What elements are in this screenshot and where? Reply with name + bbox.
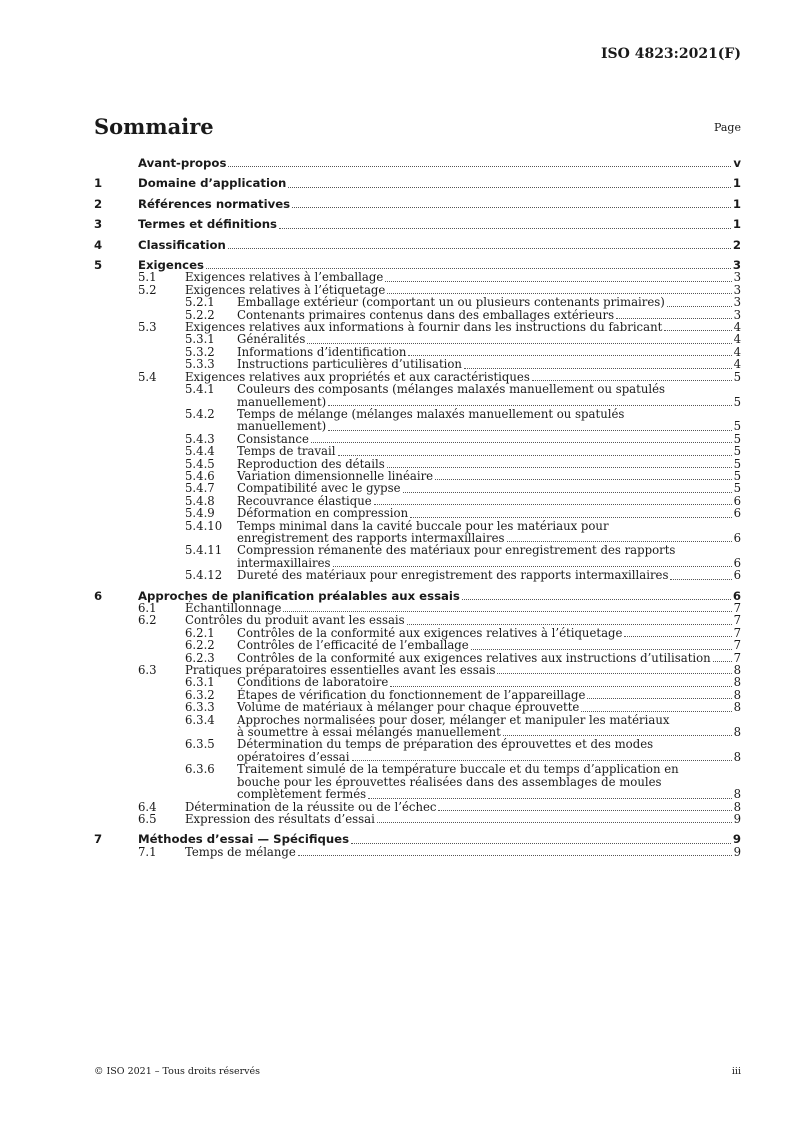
toc-number: 6.1 (138, 601, 157, 615)
toc-number: 5.4.5 (185, 456, 215, 471)
toc-page-number: 5 (733, 369, 741, 384)
toc-leader-dots (283, 610, 731, 612)
toc-clause[interactable] (94, 157, 741, 169)
toc-leader-dots (328, 404, 731, 406)
toc-leader-dots (292, 206, 731, 208)
toc-leader-dots (464, 367, 732, 369)
toc-page-number: 1 (732, 176, 741, 191)
toc-number: 5.2.2 (185, 307, 215, 322)
toc-entry[interactable] (94, 639, 741, 651)
toc-leader-dots (228, 247, 731, 249)
toc-entry[interactable] (94, 714, 741, 739)
toc-title: Exigences relatives à l’étiquetage (185, 282, 386, 297)
toc-leader-dots (368, 797, 731, 799)
toc-number: 2 (94, 196, 103, 211)
toc-title: Contrôles du produit avant les essais (185, 613, 405, 628)
toc-title: Contrôles de la conformité aux exigences relatives aux instructions d’utilisation (237, 650, 711, 665)
toc-number: 6.2.1 (185, 625, 215, 640)
toc-page-number: 1 (732, 196, 741, 211)
toc-title: Contenants primaires contenus dans des emballages extérieurs (237, 307, 615, 322)
toc-leader-dots (298, 854, 732, 856)
toc-number: 6.2 (138, 613, 157, 628)
toc-number: 5.4.11 (185, 543, 223, 558)
toc-title: Exigences relatives aux informations à fournir dans les instructions du fabricant (185, 320, 663, 335)
toc-page-number: 3 (733, 307, 741, 322)
toc-title: Échantillonnage (185, 601, 282, 615)
toc-number: 6.3 (138, 663, 157, 678)
toc-title: Dureté des matériaux pour enregistrement des rapports intermaxillaires (237, 568, 669, 583)
toc-title: Références normatives (138, 196, 291, 211)
toc-leader-dots (311, 441, 732, 443)
toc-page-number: 4 (733, 320, 741, 335)
toc-title: Compatibilité avec le gypse (237, 481, 401, 496)
toc-page-number: 7 (733, 638, 741, 653)
toc-title-line: Traitement simulé de la température buccale et du temps d’application en (237, 762, 679, 777)
toc-number: 6.3.2 (185, 687, 215, 702)
toc-page-number: 5 (733, 444, 741, 459)
toc-title: Méthodes d’essai — Spécifiques (138, 832, 350, 847)
toc-leader-dots (410, 516, 731, 518)
toc-number: 7 (94, 832, 103, 847)
toc-title: Informations d’identification (237, 344, 407, 359)
toc-number: 6 (94, 588, 103, 603)
toc-title: Approches de planification préalables aux essais (138, 588, 460, 603)
toc-page-number: 6 (733, 555, 741, 570)
toc-title: Exigences (138, 258, 204, 273)
toc-number: 5.2.1 (185, 295, 215, 310)
toc-leader-dots (338, 454, 732, 456)
toc-title: Avant-propos (138, 156, 227, 170)
toc-leader-dots (403, 491, 732, 493)
toc-entry[interactable] (94, 738, 741, 763)
toc-entry[interactable] (94, 482, 741, 494)
toc-title: Expression des résultats d’essai (185, 811, 375, 826)
toc-page-number: 9 (732, 832, 741, 847)
toc-number: 5.3 (138, 320, 157, 335)
toc-page-number: 8 (733, 700, 741, 715)
toc-title: Domaine d’application (138, 176, 287, 191)
toc-title: Volume de matériaux à mélanger pour chaque éprouvette (237, 700, 580, 715)
toc-page-number: 4 (733, 344, 741, 359)
toc-page-number: 8 (733, 749, 741, 764)
toc-leader-dots (407, 623, 732, 625)
toc-number: 5.2 (138, 282, 157, 297)
toc-number: 6.2.3 (185, 650, 215, 665)
toc-title: Pratiques préparatoires essentielles avant les essais (185, 663, 496, 678)
toc-title: Instructions particulières d’utilisation (237, 357, 462, 372)
toc-entry[interactable] (94, 408, 741, 433)
toc-number: 6.3.3 (185, 700, 215, 715)
toc-leader-dots (288, 186, 731, 188)
toc-leader-dots (616, 317, 731, 319)
toc-entry[interactable] (94, 846, 741, 858)
toc-entry[interactable] (94, 271, 741, 283)
toc-title: Détermination de la réussite ou de l’échec (185, 799, 437, 814)
toc-leader-dots (532, 379, 732, 381)
toc-entry[interactable] (94, 569, 741, 581)
toc-title-line: bouche pour les éprouvettes réalisées dans des assemblages de moules (237, 774, 662, 789)
page-column-label: Page (713, 121, 741, 134)
toc-number: 6.3.5 (185, 737, 215, 752)
toc-title-line: Détermination du temps de préparation des éprouvettes et des modes (237, 737, 654, 752)
toc-page-number: 9 (733, 811, 741, 826)
toc-number: 6.3.4 (185, 712, 215, 727)
toc-number: 5.4.12 (185, 568, 223, 583)
toc-entry[interactable] (94, 445, 741, 457)
toc-number: 3 (94, 217, 103, 232)
toc-clause[interactable] (94, 177, 741, 189)
toc-page-number: 6 (733, 530, 741, 545)
toc-leader-dots (435, 478, 731, 480)
toc-title: à soumettre à essai mélangés manuellement (237, 725, 501, 740)
toc-number: 5.4.10 (185, 518, 223, 533)
toc-number: 5.4.8 (185, 493, 215, 508)
toc-title: Classification (138, 237, 226, 252)
toc-number: 6.5 (138, 811, 157, 826)
toc-page-number: 6 (733, 493, 741, 508)
toc-number: 6.3.6 (185, 762, 215, 777)
toc-page-number: 8 (733, 787, 741, 802)
toc-page-number: 5 (733, 431, 741, 446)
toc-leader-dots (471, 648, 732, 650)
toc-page-number: 6 (732, 588, 741, 603)
toc-number: 1 (94, 176, 103, 191)
toc-page-number: 5 (733, 468, 741, 483)
toc-leader-dots (206, 267, 731, 269)
toc-leader-dots (670, 578, 731, 580)
toc-number: 5.3.1 (185, 332, 215, 347)
toc-page-number: 5 (733, 394, 741, 409)
toc-page-number: 8 (733, 663, 741, 678)
toc-clause[interactable] (94, 239, 741, 251)
toc-number: 5.4 (138, 369, 157, 384)
toc-page-number: 7 (733, 625, 741, 640)
toc-number: 5.3.3 (185, 357, 215, 372)
toc-title: Termes et définitions (138, 217, 278, 232)
toc-number: 5.4.9 (185, 506, 215, 521)
standard-reference: ISO 4823:2021(F) (600, 46, 741, 62)
toc-title: enregistrement des rapports intermaxillaires (237, 530, 505, 545)
toc-page-number: 7 (733, 650, 741, 665)
toc-leader-dots (667, 305, 732, 307)
toc-leader-dots (307, 342, 731, 344)
toc-page-number: 7 (733, 613, 741, 628)
toc-clause[interactable] (94, 833, 741, 845)
toc-page-number: 8 (733, 725, 741, 740)
toc-title: complètement fermés (237, 787, 367, 802)
toc-page-number: 3 (733, 295, 741, 310)
toc-entry[interactable] (94, 383, 741, 408)
toc-number: 6.4 (138, 799, 157, 814)
toc-number: 6.2.2 (185, 638, 215, 653)
toc-leader-dots (333, 565, 732, 567)
table-of-contents (94, 157, 741, 858)
toc-number: 4 (94, 237, 103, 252)
toc-title: Recouvrance élastique (237, 493, 372, 508)
toc-leader-dots (664, 329, 731, 331)
toc-number: 5 (94, 258, 103, 273)
toc-title: Contrôles de l’efficacité de l’emballage (237, 638, 469, 653)
toc-page-number: 4 (733, 332, 741, 347)
toc-leader-dots (507, 540, 732, 542)
toc-leader-dots (228, 165, 731, 167)
toc-page-number: 1 (732, 217, 741, 232)
toc-number: 5.4.3 (185, 431, 215, 446)
toc-entry[interactable] (94, 333, 741, 345)
toc-title: Étapes de vérification du fonctionnement de l’appareillage (237, 687, 586, 702)
toc-leader-dots (374, 503, 732, 505)
toc-number: 5.4.4 (185, 444, 215, 459)
toc-page-number: 8 (733, 687, 741, 702)
toc-clause[interactable] (94, 218, 741, 230)
toc-title: manuellement) (237, 394, 327, 409)
toc-number: 7.1 (138, 844, 157, 859)
toc-page-number: 3 (733, 270, 741, 285)
page-title: Sommaire (94, 114, 214, 139)
toc-page-number: 5 (733, 456, 741, 471)
toc-number: 5.3.2 (185, 344, 215, 359)
toc-page-number: 7 (733, 601, 741, 615)
toc-leader-dots (351, 842, 731, 844)
toc-title: Exigences relatives aux propriétés et aux caractéristiques (185, 369, 530, 384)
toc-title-line: Approches normalisées pour doser, mélanger et manipuler les matériaux (237, 712, 670, 727)
toc-leader-dots (387, 292, 731, 294)
toc-title-line: Couleurs des composants (mélanges malaxés manuellement ou spatulés (237, 382, 666, 397)
toc-leader-dots (352, 759, 732, 761)
toc-leader-dots (587, 697, 731, 699)
toc-page-number: 5 (733, 481, 741, 496)
toc-leader-dots (462, 598, 731, 600)
toc-title: intermaxillaires (237, 555, 331, 570)
toc-title: opératoires d’essai (237, 749, 350, 764)
toc-number: 5.4.2 (185, 406, 215, 421)
toc-number: 5.4.1 (185, 382, 215, 397)
toc-entry[interactable] (94, 763, 741, 800)
toc-leader-dots (503, 734, 732, 736)
toc-page-number: 3 (732, 258, 741, 273)
toc-title: Emballage extérieur (comportant un ou plusieurs contenants primaires) (237, 295, 665, 310)
toc-entry[interactable] (94, 296, 741, 308)
toc-entry[interactable] (94, 544, 741, 569)
toc-title: Reproduction des détails (237, 456, 385, 471)
toc-page-number: 6 (733, 568, 741, 583)
toc-number: 5.1 (138, 270, 157, 285)
toc-entry[interactable] (94, 520, 741, 545)
toc-leader-dots (408, 354, 731, 356)
toc-number: 5.4.7 (185, 481, 215, 496)
toc-number: 6.3.1 (185, 675, 215, 690)
toc-page-number: 6 (733, 506, 741, 521)
toc-leader-dots (328, 429, 731, 431)
toc-leader-dots (624, 635, 731, 637)
toc-title-line: Temps de mélange (mélanges malaxés manuellement ou spatulés (237, 406, 625, 421)
toc-page-number: 5 (733, 419, 741, 434)
toc-title-line: Temps minimal dans la cavité buccale pour les matériaux pour (237, 518, 609, 533)
toc-clause[interactable] (94, 198, 741, 210)
toc-number: 5.4.6 (185, 468, 215, 483)
toc-page-number: 4 (733, 357, 741, 372)
toc-entry[interactable] (94, 358, 741, 370)
toc-page-number: 8 (733, 675, 741, 690)
toc-leader-dots (385, 280, 731, 282)
toc-entry[interactable] (94, 676, 741, 688)
toc-page-number: 9 (733, 844, 741, 859)
toc-page-number: v (733, 156, 741, 170)
toc-title: Contrôles de la conformité aux exigences relatives à l’étiquetage (237, 625, 623, 640)
toc-leader-dots (438, 809, 731, 811)
toc-title: Conditions de laboratoire (237, 675, 389, 690)
toc-leader-dots (581, 710, 731, 712)
footer-copyright: © ISO 2021 – Tous droits réservés (94, 1066, 261, 1077)
toc-leader-dots (279, 227, 731, 229)
toc-title: Déformation en compression (237, 506, 409, 521)
footer-page-number: iii (731, 1066, 741, 1077)
toc-title: manuellement) (237, 419, 327, 434)
toc-leader-dots (713, 660, 732, 662)
toc-page-number: 8 (733, 799, 741, 814)
toc-title: Temps de travail (237, 444, 336, 459)
toc-page-number: 3 (733, 282, 741, 297)
toc-entry[interactable] (94, 813, 741, 825)
toc-entry[interactable] (94, 507, 741, 519)
toc-leader-dots (387, 466, 732, 468)
toc-title: Temps de mélange (185, 844, 296, 859)
toc-entry[interactable] (94, 614, 741, 626)
toc-leader-dots (390, 685, 731, 687)
toc-leader-dots (497, 672, 731, 674)
toc-title: Exigences relatives à l’emballage (185, 270, 384, 285)
toc-title-line: Compression rémanente des matériaux pour enregistrement des rapports (237, 543, 676, 558)
toc-page-number: 2 (732, 237, 741, 252)
toc-title: Généralités (237, 332, 306, 347)
toc-title: Variation dimensionnelle linéaire (237, 468, 434, 483)
toc-leader-dots (377, 821, 732, 823)
toc-entry[interactable] (94, 701, 741, 713)
toc-title: Consistance (237, 431, 309, 446)
